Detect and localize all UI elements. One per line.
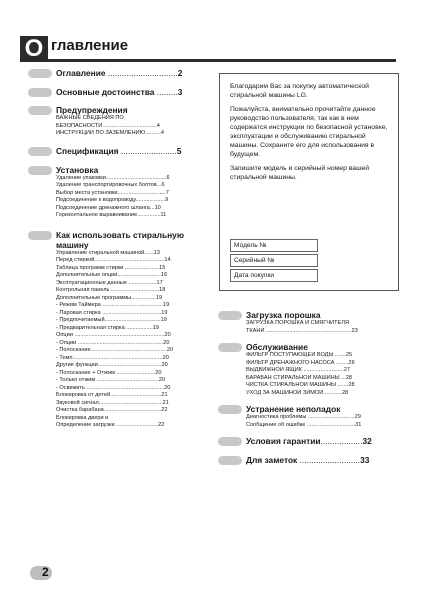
toc-entry [56,302,208,310]
toc-entry [56,340,208,348]
entry-leader-dots: .............................. [307,414,355,420]
entry-page-number: 20 [163,339,170,346]
toc-entry [246,375,398,383]
record-fields [230,237,318,282]
entry-leader-dots: ................ [131,294,156,301]
toc-section [218,310,398,335]
entry-page-number: 13 [153,249,160,256]
entry-text: Контрольная панель [56,287,111,293]
toc-entry [56,355,208,363]
section-page-number: 5 [176,145,182,156]
section-title-text: Для заметок [246,455,300,465]
toc-entry [56,310,208,318]
infobox-record-text: Запишите модель и серийный номер вашей стиральной машины. [230,165,370,181]
section-title [56,165,208,175]
entry-leader-dots: .......... [145,130,161,136]
entry-page-number: 21 [162,399,169,406]
entry-text: Очистка барабана [56,407,104,413]
entry-leader-dots: ....................................... [102,302,163,308]
entry-page-number: 23 [351,327,358,334]
entry-text: БАРАБАН СТИРАЛЬНОЙ МАШИНЫ [246,374,342,381]
entry-page-number: 15 [159,264,166,271]
entry-text: Выбор места установки [56,189,118,196]
entry-leader-dots: .......................... [303,367,344,373]
entry-page-number: 25 [345,352,353,358]
entry-leader-dots: .................................... [104,317,161,323]
toc-entry [56,212,208,220]
section-title [56,230,206,250]
entry-page-number: 6 [166,174,170,181]
entry-leader-dots: ......................................... [98,399,163,406]
toc-section [28,230,208,430]
entry-text: Горизонтальное выравнивание [56,212,138,218]
toc-entry [246,422,398,430]
toc-entry [56,205,208,213]
section-bullet-pill [28,231,52,240]
entry-page-number: 22 [158,422,165,428]
section-bullet-pill [28,69,52,78]
entry-page-number: 19 [155,294,163,301]
entry-text: Управление стиральной машиной [56,249,145,256]
section-title [56,146,208,156]
entry-text: - Полоскание + Отжим [56,369,117,376]
entry-page-number: 28 [348,382,355,388]
toc-entry [246,382,398,390]
toc-entry [56,295,208,303]
section-bullet-pill [28,147,52,156]
entry-leader-dots: ... [149,204,155,211]
toc-entry [246,328,398,336]
entry-page-number: 14 [164,257,171,263]
section-leader-dots: ......... [156,87,178,97]
entry-text: Сообщение об ошибке [246,421,307,428]
entry-text: Определение загрузки [56,422,117,428]
section-bullet-pill [28,166,52,175]
toc-entry [56,272,208,280]
entry-text: Подсоединение дренажного шланга [56,204,150,211]
entry-text: ФИЛЬТР ДРЕНАЖНОГО НАСОСА [246,359,337,366]
toc-entry [56,385,208,393]
entry-page-number: 16 [160,272,168,278]
entry-text: - Опции [56,339,78,346]
entry-page-number: 19 [162,302,170,308]
entry-leader-dots: ............................ [117,272,161,278]
entry-leader-dots: ...... [144,249,154,256]
entry-leader-dots: ................................... [102,122,157,129]
entry-page-number: 20 [164,384,171,391]
entry-leader-dots: ................. [126,324,153,331]
section-title-text: Оглавление [56,68,108,78]
section-title [56,87,208,97]
toc-section [218,404,398,429]
toc-entry [246,367,398,375]
entry-leader-dots: ............................... [117,189,166,196]
toc-section [28,87,208,97]
toc-section [218,342,398,397]
toc-entry [56,175,208,183]
entry-page-number: 20 [166,347,174,353]
entry-text: Дополнительные опции [56,272,118,278]
entry-page-number: 20 [164,332,171,338]
section-title [246,455,398,465]
toc-entry [56,347,208,355]
model-number-field: Модель № [230,239,318,252]
entry-leader-dots: ....... [334,352,346,358]
section-leader-dots: .............................. [107,68,178,78]
section-title [56,68,208,78]
section-bullet-pill [28,106,52,115]
entry-leader-dots: ........................................ [96,377,159,383]
entry-leader-dots: ...................................... [102,309,162,316]
entry-text: Удаление упаковки [56,174,106,181]
entry-text: - Освежить [56,384,87,391]
entry-text: Перед стиркой [56,257,95,263]
entry-page-number: 22 [161,407,168,413]
entry-leader-dots: ......................... [116,369,156,376]
section-bullet-pill [218,437,242,446]
entry-page-number: 18 [159,287,166,293]
section-page-number: 2 [177,68,183,78]
entry-text: БЕЗОПАСНОСТИ [56,122,103,129]
section-bullet-pill [218,456,242,465]
section-page-number: 33 [360,455,370,465]
entry-leader-dots: ................................. [110,392,162,398]
section-page-number: 32 [362,436,372,446]
toc-entry [56,370,208,378]
entry-leader-dots: ............... [137,212,161,218]
section-title-text: Загрузка порошка [246,310,321,320]
section-page-number: 3 [177,87,183,97]
entry-leader-dots: ....................................... [105,174,167,181]
section-leader-dots: ........................ [120,145,177,156]
page-title: главление [51,37,129,54]
toc-entry [56,280,208,288]
entry-text: Звуковой сигнал [56,399,99,406]
entry-text: ВАЖНЫЕ СВЕДЕНИЯ ПО [56,115,124,121]
entry-text: Диагностика проблемы [246,414,308,420]
welcome-infobox [219,73,399,291]
entry-leader-dots: ............................... [110,287,160,293]
section-leader-dots: .................. [320,436,363,446]
entry-leader-dots: ............................... [306,421,356,428]
section-bullet-pill [218,311,242,320]
entry-leader-dots: ......................................... [97,362,162,368]
entry-page-number: 7 [165,189,169,196]
section-title-text: Как использовать стиральную машину [56,229,184,250]
entry-page-number: 21 [161,392,168,398]
section-title-text: Условия гарантии [246,436,321,446]
section-title-text: Обслуживание [246,342,308,352]
entry-leader-dots: ..................................... [103,407,162,413]
entry-page-number: 26 [348,359,355,366]
entry-leader-dots: ............ [323,389,342,396]
entry-text: ТКАНИ [246,327,267,334]
entry-page-number: 31 [355,421,362,428]
toc-entry [56,130,208,138]
toc-entry [56,317,208,325]
toc-section [28,165,208,220]
serial-number-field: Серийный № [230,254,318,267]
toc-entry [56,115,208,123]
toc-entry [56,325,208,333]
section-title-text: Спецификация [56,145,121,156]
entry-page-number: 28 [345,374,353,381]
entry-text: ИНСТРУКЦИИ ПО ЗАЗЕМЛЕНИЮ [56,130,146,136]
toc-entry [56,377,208,385]
section-title-text: Предупреждения [56,105,128,115]
infobox-thanks-text: Благодарим Вас за покупку автоматической стиральной машины LG. [230,83,369,99]
entry-page-number: 29 [354,414,361,420]
toc-entry [56,182,208,190]
entry-page-number: 20 [162,354,169,361]
entry-leader-dots: ....... [337,382,349,388]
header-rule [48,59,396,62]
toc-right-column [218,310,398,465]
toc-entry [246,360,398,368]
entry-page-number: 17 [156,279,163,286]
entry-page-number: 19 [160,317,167,323]
entry-page-number: 19 [161,309,168,316]
section-title-text: Установка [56,164,99,175]
entry-page-number: 11 [160,212,167,218]
entry-page-number: 10 [154,204,161,211]
toc-entry [246,320,398,328]
entry-leader-dots: .......................................................... [74,332,165,338]
entry-text: Опции [56,332,75,338]
toc-entry [246,390,398,398]
entry-text: - Режим Таймера [56,302,103,308]
entry-text: Другие функции [56,362,98,368]
page-number: 2 [42,565,49,579]
toc-section [28,68,208,78]
toc-section [28,105,208,138]
toc-entry [56,362,208,370]
entry-text: Блокировка от детей [56,392,111,398]
toc-section [218,436,398,446]
entry-leader-dots: ....................................................... [266,327,352,334]
entry-leader-dots: ....................................................... [77,339,164,346]
entry-leader-dots: ........................... [116,422,159,428]
entry-leader-dots: .................................................. [86,384,165,391]
toc-entry [246,352,398,360]
toc-entry [56,250,208,258]
entry-leader-dots: ................................................. [90,347,167,353]
entry-leader-dots: ......................................................... [74,354,163,361]
entry-text: УХОД ЗА МАШИНОЙ ЗИМОЙ [246,389,324,396]
entry-leader-dots: ...................... [124,264,160,271]
entry-text: Дополнительные программы [56,294,132,301]
infobox-instructions-text: Пожалуйста, внимательно прочитайте данное руководство пользователя, так как в нем содержатся инструкции по безопасной установке, эксплуатации и обслуживанию стиральной машины. Сохраните его для использования в будущем. [230,106,388,158]
entry-page-number: 20 [161,362,168,368]
entry-leader-dots: .................. [128,279,157,286]
toc-section [218,455,398,465]
entry-text: Таблица программ стирки [56,264,125,271]
entry-page-number: 20 [155,369,162,376]
toc-entry [56,422,208,430]
entry-text: Блокировка двери и [56,414,109,421]
entry-text: - Полоскание [56,347,91,353]
section-leader-dots: .......................... [299,455,361,465]
section-title-text: Основные достоинства [56,87,157,97]
section-bullet-pill [28,88,52,97]
entry-leader-dots: ............................................. [94,257,165,263]
section-title [246,436,398,446]
entry-text: Удаление транспортировочных болтов [56,182,157,188]
toc-entry [246,414,398,422]
entry-page-number: 6 [161,182,165,188]
entry-page-number: 9 [165,197,169,203]
section-bullet-pill [218,405,242,414]
toc-entry [56,123,208,131]
entry-text: - Предварительная стирка [56,324,127,331]
toc-entry [56,197,208,205]
entry-page-number: 4 [156,122,160,129]
contents-header [20,36,396,62]
toc-entry [56,407,208,415]
toc-entry [56,265,208,273]
entry-text: - Только отжим [56,377,97,383]
toc-entry [56,332,208,340]
toc-left-column [28,68,208,430]
entry-text: - Предпочитаемый [56,317,105,323]
entry-leader-dots: ... [341,374,346,381]
section-title [246,404,398,414]
section-bullet-pill [218,343,242,352]
entry-leader-dots: ................... [135,197,166,203]
page-number-badge [30,566,52,580]
entry-page-number: 28 [341,389,349,396]
section-title-text: Устранение неполадок [246,404,341,414]
toc-section [28,146,208,156]
entry-text: - Темп. [56,354,75,361]
section-title [246,310,398,320]
toc-entry [56,392,208,400]
toc-entry [56,287,208,295]
toc-entry [56,415,208,423]
toc-entry [56,257,208,265]
toc-entry [56,190,208,198]
entry-text: ЗАГРУЗКА ПОРОШКА И СМЯГЧИТЕЛЯ [246,320,349,326]
entry-page-number: 27 [343,367,351,373]
entry-leader-dots: ........ [336,359,349,366]
entry-page-number: 19 [152,324,159,331]
section-title [246,342,398,352]
entry-text: Подсоединение к водопроводу [56,197,136,203]
entry-text: ЧИСТКА СТИРАЛЬНОЙ МАШИНЫ [246,382,338,388]
entry-text: ФИЛЬТР ПОСТУПАЮЩЕЙ ВОДЫ [246,352,335,358]
purchase-date-field: Дата покупки [230,269,318,282]
section-title [56,105,208,115]
entry-text: - Паровая стирка [56,309,103,316]
entry-text: Эксплуатационные данные [56,279,129,286]
entry-page-number: 4 [160,130,165,136]
entry-text: ВЫДВИЖНОЙ ЯЩИК [246,367,304,373]
entry-page-number: 20 [158,377,166,383]
entry-leader-dots: ... [156,182,162,188]
header-initial-letter: О [20,36,48,62]
toc-entry [56,400,208,408]
